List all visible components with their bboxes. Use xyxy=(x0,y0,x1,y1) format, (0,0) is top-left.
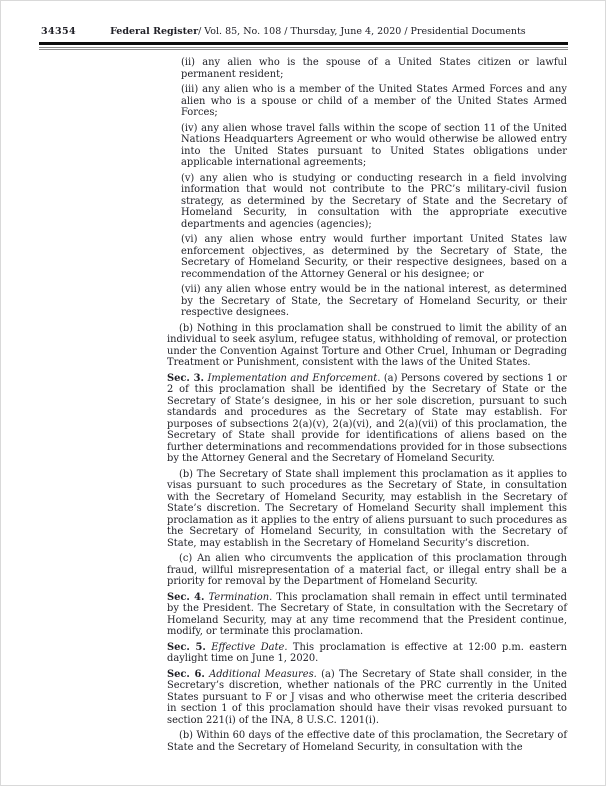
subclause-paragraph xyxy=(181,57,567,80)
page-number: 34354 xyxy=(41,26,77,37)
subclause-paragraph xyxy=(181,284,567,319)
paragraph-text: (b) Nothing in this proclamation shall be construed to limit the ability of an individual to seek asylum, refugee status, withholding of removal, or protection under the Convention Against Torture and Other Cruel, Inhuman or Degrading Treatment or Punishment, consistent with the laws of the United States. xyxy=(167,322,567,368)
paragraph-text: (iii) any alien who is a member of the United States Armed Forces and any alien who is a spouse or child of a member of the United States Armed Forces; xyxy=(181,84,567,118)
paragraph-text: This proclamation is effective at 12:00 p.m. eastern daylight time on June 1, 2020. xyxy=(167,641,568,664)
paragraph-text: (ii) any alien who is the spouse of a United States citizen or lawful permanent resident; xyxy=(181,57,567,80)
paragraph-text: This proclamation shall remain in effect until terminated by the President. The Secretary of State, in consultation with the Secretary of Homeland Security, may at any time recommend that the President continue, modify, or terminate this proclamation. xyxy=(167,591,567,637)
paragraph-text: (vii) any alien whose entry would be in the national interest, as determined by the Secretary of State, the Secretary of Homeland Security, or their respective designees. xyxy=(181,284,567,318)
rule-thin-line xyxy=(39,49,568,50)
header-rule xyxy=(39,42,568,51)
section-paragraph xyxy=(167,373,567,465)
lettered-paragraph xyxy=(167,553,567,588)
section-title: Additional Measures. xyxy=(209,668,317,680)
journal-line xyxy=(110,26,526,37)
rule-thick-line xyxy=(39,42,568,45)
section-label: Sec. 6. xyxy=(167,668,205,680)
paragraph-text: (v) any alien who is studying or conducting research in a field involving information that would not contribute to the PRC’s military-civil fusion strategy, as determined by the Secretary of State and the Secretary of Homeland Security, in consultation with the appropriate executive departments and agencies (agencies); xyxy=(181,172,567,230)
document-body xyxy=(167,57,567,753)
section-label: Sec. 3. xyxy=(167,372,204,384)
section-title: Effective Date. xyxy=(211,641,288,653)
lettered-paragraph xyxy=(167,730,567,753)
section-title: Implementation and Enforcement. xyxy=(207,372,381,384)
paragraph-text: (a) Persons covered by sections 1 or 2 of this proclamation shall be identified by the Secretary of State or the Secretary of State’s designee, in his or her sole discretion, pursuant to such standards and procedures as the Secretary of State may establish. For purposes of subsections 2(a)(v), 2(a)(vi), and 2(a)(vii) of this proclamation, the Secretary of State shall provide for identifications of aliens based on the further determinations and recommendations provided for in those subsections by the Attorney General and the Secretary of Homeland Security. xyxy=(167,372,568,464)
paragraph-text: (c) An alien who circumvents the application of this proclamation through fraud, willful misrepresentation of a material fact, or illegal entry shall be a priority for removal by the Department of Homeland Security. xyxy=(167,553,567,587)
section-label: Sec. 5. xyxy=(167,641,206,653)
paragraph-text: (b) Within 60 days of the effective date of this proclamation, the Secretary of State and the Secretary of Homeland Security, in consultation with the xyxy=(167,730,567,753)
section-paragraph xyxy=(167,592,567,638)
paragraph-text: (iv) any alien whose travel falls within the scope of section 11 of the United Nations Headquarters Agreement or who would otherwise be allowed entry into the United States pursuant to United States obligations under applicable international agreements; xyxy=(181,122,567,168)
rule-thin-line xyxy=(39,47,568,48)
section-paragraph xyxy=(167,669,567,727)
paragraph-text: (a) The Secretary of State shall consider, in the Secretary’s discretion, whether nationals of the PRC currently in the United States pursuant to F or J visas and who otherwise meet the criteria described in section 1 of this proclamation should have their visas revoked pursuant to section 221(i) of the INA, 8 U.S.C. 1201(i). xyxy=(167,668,568,726)
subclause-paragraph xyxy=(181,123,567,169)
journal-issue-info: / Vol. 85, No. 108 / Thursday, June 4, 2020 / Presidential Documents xyxy=(198,26,526,37)
paragraph-text: (vi) any alien whose entry would further important United States law enforcement objectives, as determined by the Secretary of State, the Secretary of Homeland Security, or their respective designees, based on a recommendation of the Attorney General or his designee; or xyxy=(181,234,567,280)
paragraph-text: (b) The Secretary of State shall implement this proclamation as it applies to visas pursuant to such procedures as the Secretary of State, in consultation with the Secretary of Homeland Security, may establish in the Secretary of State’s discretion. The Secretary of Homeland Security shall implement this proclamation as it applies to the entry of aliens pursuant to such procedures as the Secretary of Homeland Security, in consultation with the Secretary of State, may establish in the Secretary of Homeland Security’s discretion. xyxy=(167,468,567,549)
journal-name: Federal Register xyxy=(110,26,199,37)
section-title: Termination. xyxy=(208,591,273,603)
subclause-paragraph xyxy=(181,84,567,119)
page-header xyxy=(41,26,569,37)
section-paragraph xyxy=(167,642,567,665)
subclause-paragraph xyxy=(181,173,567,231)
lettered-paragraph xyxy=(167,323,567,369)
section-label: Sec. 4. xyxy=(167,591,205,603)
subclause-paragraph xyxy=(181,234,567,280)
lettered-paragraph xyxy=(167,469,567,550)
